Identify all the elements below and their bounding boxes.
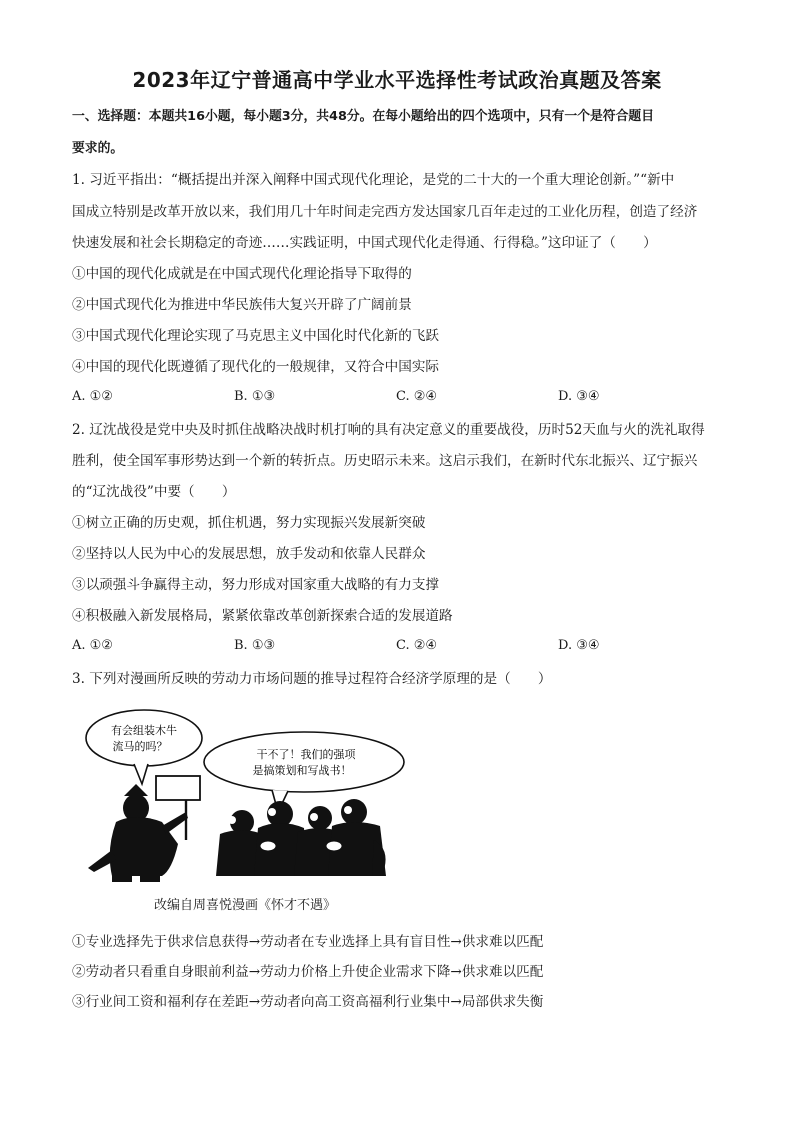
q1-options xyxy=(72,389,732,409)
q1-stem-line1: 1. 习近平指出：“概括提出并深入阐释中国式现代化理论，是党的二十大的一个重大理论创新。”“新中 xyxy=(72,172,675,188)
q1-stem-line2: 国成立特别是改革开放以来，我们用几十年时间走完西方发达国家几百年走过的工业化历程，创造了经济 xyxy=(72,204,698,220)
q1-option-d[interactable]: D. ③④ xyxy=(558,389,600,404)
q1-item-1: ①中国的现代化成就是在中国式现代化理论指导下取得的 xyxy=(72,266,412,282)
speech-bubble-left-line1: 有会组装木牛 xyxy=(111,724,177,737)
speech-bubble-right-line1: 干不了！我们的强项 xyxy=(256,748,356,761)
q2-option-d[interactable]: D. ③④ xyxy=(558,638,600,653)
q2-item-4: ④积极融入新发展格局，紧紧依靠改革创新探索合适的发展道路 xyxy=(72,608,453,624)
q3-stem: 3. 下列对漫画所反映的劳动力市场问题的推导过程符合经济学原理的是（ ） xyxy=(72,671,552,687)
q2-item-1: ①树立正确的历史观，抓住机遇，努力实现振兴发展新突破 xyxy=(72,515,426,531)
q1-option-c[interactable]: C. ②④ xyxy=(396,389,438,404)
speech-bubble-right-line2: 是搞策划和写战书！ xyxy=(252,764,352,777)
q1-option-b[interactable]: B. ①③ xyxy=(234,389,276,404)
q2-item-3: ③以顽强斗争赢得主动，努力形成对国家重大战略的有力支撑 xyxy=(72,577,440,593)
q2-stem-line3: 的“辽沈战役”中要（ ） xyxy=(72,484,236,500)
section-header-line1: 一、选择题：本题共16小题，每小题3分，共48分。在每小题给出的四个选项中，只有一个是符合题目 xyxy=(72,109,654,124)
q2-options xyxy=(72,638,732,658)
q3-item-1: ①专业选择先于供求信息获得→劳动者在专业选择上具有盲目性→供求难以匹配 xyxy=(72,934,544,950)
q1-item-3: ③中国式现代化理论实现了马克思主义中国化时代化新的飞跃 xyxy=(72,328,440,344)
q1-option-a[interactable]: A. ①② xyxy=(72,389,113,404)
q2-option-a[interactable]: A. ①② xyxy=(72,638,113,653)
sign-board xyxy=(156,776,200,800)
q1-item-2: ②中国式现代化为推进中华民族伟大复兴开辟了广阔前景 xyxy=(72,297,412,313)
q1-stem-line3: 快速发展和社会长期稳定的奇迹……实践证明，中国式现代化走得通、行得稳。”这印证了（ ） xyxy=(72,235,657,251)
scholars-group xyxy=(216,799,386,876)
q2-option-c[interactable]: C. ②④ xyxy=(396,638,438,653)
speech-bubble-left xyxy=(86,710,202,766)
q2-option-b[interactable]: B. ①③ xyxy=(234,638,276,653)
q3-item-3: ③行业间工资和福利存在差距→劳动者向高工资高福利行业集中→局部供求失衡 xyxy=(72,994,544,1010)
q2-item-2: ②坚持以人民为中心的发展思想，放手发动和依靠人民群众 xyxy=(72,546,426,562)
q1-item-4: ④中国的现代化既遵循了现代化的一般规律，又符合中国实际 xyxy=(72,359,440,375)
speech-bubble-left-line2: 流马的吗？ xyxy=(112,740,168,753)
q2-stem-line1: 2. 辽沈战役是党中央及时抓住战略决战时机打响的具有决定意义的重要战役，历时52天血与火的洗礼取得 xyxy=(72,422,705,438)
q3-item-2: ②劳动者只看重自身眼前利益→劳动力价格上升使企业需求下降→供求难以匹配 xyxy=(72,964,544,980)
section-header-line2: 要求的。 xyxy=(72,141,124,156)
speech-bubble-right xyxy=(204,732,404,792)
speech-bubble-left-tail xyxy=(134,764,148,784)
cartoon-caption: 改编自周喜悦漫画《怀才不遇》 xyxy=(154,898,337,913)
q2-stem-line2: 胜利，使全国军事形势达到一个新的转折点。历史昭示未来。这启示我们，在新时代东北振兴、辽宁振兴 xyxy=(72,453,698,469)
page-title: 2023年辽宁普通高中学业水平选择性考试政治真题及答案 xyxy=(132,68,662,92)
cartoon-illustration xyxy=(82,700,442,900)
